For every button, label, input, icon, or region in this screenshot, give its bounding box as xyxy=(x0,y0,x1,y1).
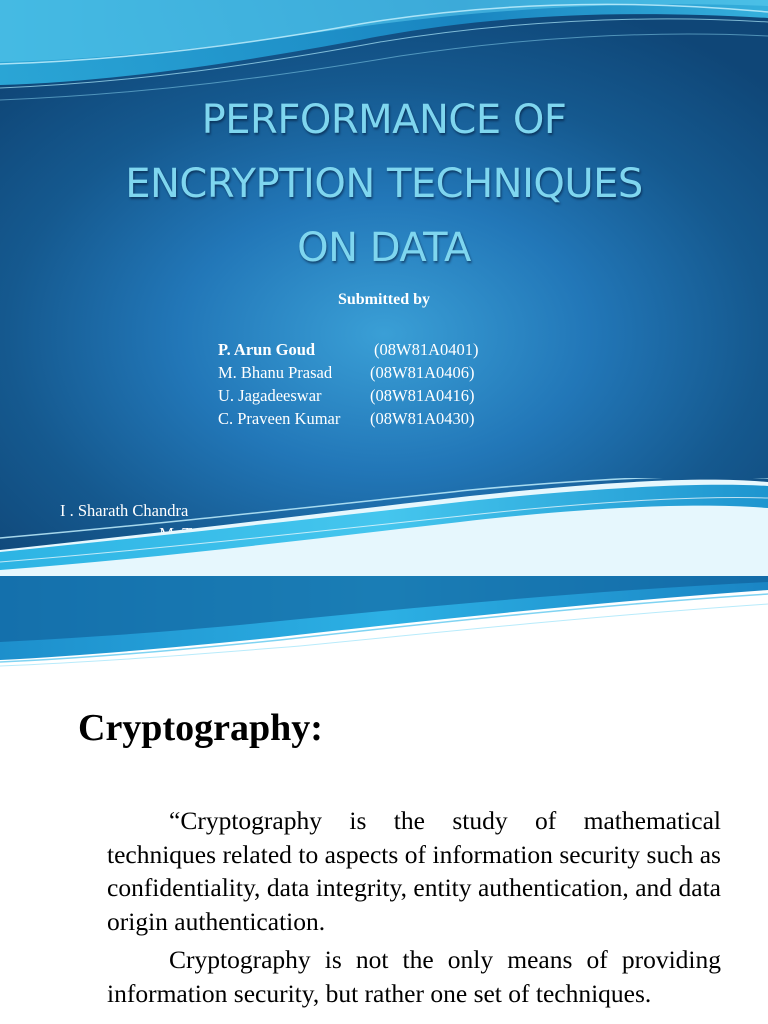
student-list xyxy=(218,338,478,430)
student-row xyxy=(218,384,478,407)
student-id: (08W81A0406) xyxy=(370,363,475,382)
student-row xyxy=(218,338,478,361)
body-paragraph: “Cryptography is the study of mathematical techniques related to aspects of information security such as confidentiality, data integrity, entity authentication, and data origin authentication. xyxy=(107,806,721,936)
slide-heading: Cryptography: xyxy=(78,707,323,749)
bottom-wave-decoration xyxy=(0,478,768,576)
student-id: (08W81A0430) xyxy=(370,409,475,428)
cryptography-slide xyxy=(0,576,768,1024)
student-name: M. Bhanu Prasad xyxy=(218,363,333,382)
body-paragraph: Cryptography is not the only means of providing information security, but rather one set of techniques. xyxy=(107,945,721,1008)
student-id: (08W81A0416) xyxy=(370,386,475,405)
student-row xyxy=(218,361,478,384)
student-name: P. Arun Goud xyxy=(218,340,316,359)
guide-name: I . Sharath Chandra xyxy=(60,501,189,520)
slide-body xyxy=(107,804,721,1010)
title-line: ON DATA xyxy=(297,225,471,271)
student-name: U. Jagadeeswar xyxy=(218,386,322,405)
student-id: (08W81A0401) xyxy=(374,340,479,359)
slide-title xyxy=(0,88,768,280)
student-name: C. Praveen Kumar xyxy=(218,409,341,428)
slide2-wave-decoration xyxy=(0,576,768,668)
title-line: PERFORMANCE OF xyxy=(201,97,567,143)
student-row xyxy=(218,407,478,430)
submitted-by-label: Submitted by xyxy=(337,291,431,308)
title-line: ENCRYPTION TECHNIQUES xyxy=(125,161,643,207)
